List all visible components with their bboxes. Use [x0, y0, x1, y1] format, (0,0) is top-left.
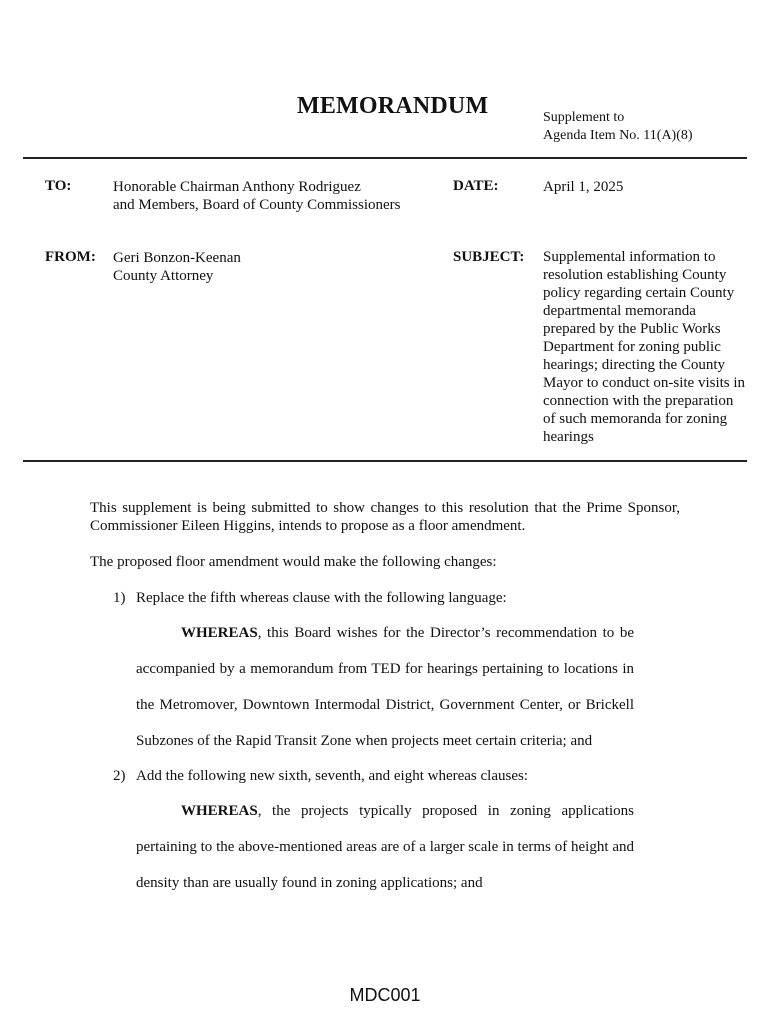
- item-2-text: Add the following new sixth, seventh, and eight whereas clauses:: [136, 768, 528, 784]
- whereas-text: , this Board wishes for the Director’s recommendation to be: [257, 625, 634, 641]
- from-value: [113, 249, 241, 285]
- item-1-number: 1): [113, 590, 126, 606]
- to-line: Honorable Chairman Anthony Rodriguez: [113, 179, 361, 195]
- whereas-line: accompanied by a memorandum from TED for hearings pertaining to locations in: [136, 661, 634, 677]
- whereas-line: [136, 615, 634, 651]
- subject-label: SUBJECT:: [453, 249, 525, 265]
- from-label: FROM:: [45, 249, 96, 265]
- memo-title: MEMORANDUM: [297, 93, 489, 119]
- whereas-line: [136, 793, 634, 829]
- whereas-line: the Metromover, Downtown Intermodal District, Government Center, or Brickell: [136, 697, 634, 713]
- subject-line: connection with the preparation: [543, 393, 734, 409]
- subject-line: hearings; directing the County: [543, 357, 726, 373]
- subject-line: of such memoranda for zoning: [543, 411, 728, 427]
- proposed-changes-intro: The proposed floor amendment would make the following changes:: [90, 554, 497, 570]
- subject-value: [543, 248, 753, 446]
- subject-line: hearings: [543, 429, 594, 445]
- from-line: Geri Bonzon-Keenan: [113, 250, 241, 266]
- whereas-line: Subzones of the Rapid Transit Zone when projects meet certain criteria; and: [136, 733, 593, 749]
- subject-line: Supplemental information to: [543, 249, 716, 265]
- whereas-keyword: WHEREAS: [181, 803, 258, 819]
- to-value: [113, 178, 400, 214]
- to-label: TO:: [45, 178, 72, 194]
- item-1-text: Replace the fifth whereas clause with the following language:: [136, 590, 507, 606]
- intro-line: Commissioner Eileen Higgins, intends to propose as a floor amendment.: [90, 518, 526, 534]
- whereas-clause-1: [136, 615, 634, 759]
- subject-line: Department for zoning public: [543, 339, 721, 355]
- from-line: County Attorney: [113, 268, 214, 284]
- page-identifier: MDC001: [349, 985, 421, 1005]
- item-2-number: 2): [113, 768, 126, 784]
- whereas-line: density than are usually found in zoning applications; and: [136, 875, 483, 891]
- to-line: and Members, Board of County Commissioners: [113, 197, 401, 213]
- intro-line: This supplement is being submitted to show changes to this resolution that the Prime Sponsor,: [90, 500, 680, 516]
- subject-line: prepared by the Public Works: [543, 321, 721, 337]
- subject-line: policy regarding certain County: [543, 285, 735, 301]
- subject-line: resolution establishing County: [543, 267, 727, 283]
- whereas-clause-2: [136, 793, 634, 901]
- agenda-item-line: Agenda Item No. 11(A)(8): [543, 128, 693, 143]
- subject-line: Mayor to conduct on-site visits in: [543, 375, 746, 391]
- date-label: DATE:: [453, 178, 499, 194]
- date-value: April 1, 2025: [543, 179, 624, 195]
- whereas-keyword: WHEREAS: [181, 625, 258, 641]
- whereas-line: pertaining to the above-mentioned areas are of a larger scale in terms of height and: [136, 839, 634, 855]
- whereas-text: , the projects typically proposed in zoning applications: [257, 803, 634, 819]
- header-bottom-rule: [23, 460, 747, 462]
- subject-line: departmental memoranda: [543, 303, 696, 319]
- supplement-note: [543, 109, 693, 145]
- intro-paragraph: [90, 499, 680, 535]
- top-rule: [23, 157, 747, 159]
- supplement-line: Supplement to: [543, 110, 625, 125]
